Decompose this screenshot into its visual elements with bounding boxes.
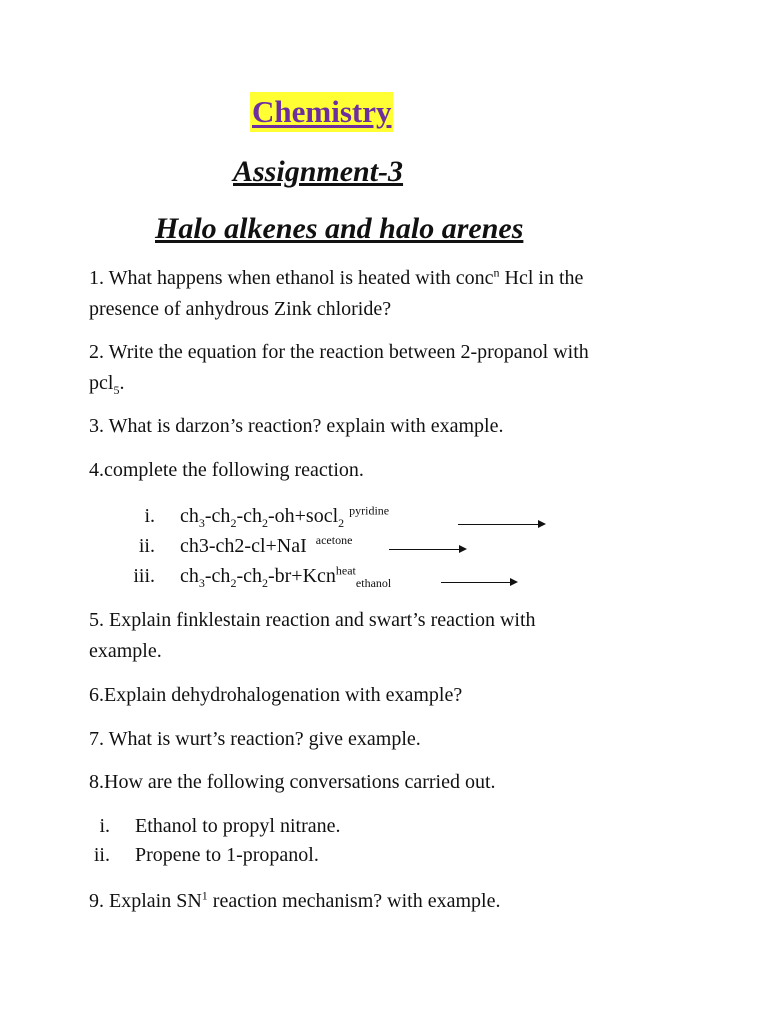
q2-text-b: . — [119, 372, 125, 394]
reaction-1-number: i. — [144, 505, 155, 527]
reaction-3-number: iii. — [133, 565, 155, 587]
reaction-3-formula: $ch_3-ch_2-ch_2-br+Kcn^{heat}_{ethanol}$ — [180, 563, 392, 590]
conversion-1-text: Ethanol to propyl nitrane. — [135, 815, 341, 837]
question-6: 6.Explain dehydrohalogenation with example? — [89, 684, 463, 706]
q1-text-a: 1. What happens when ethanol is heated with conc — [89, 267, 494, 289]
q9-text-b: reaction mechanism? with example. — [207, 890, 501, 912]
q2-text-a: pcl — [89, 372, 114, 394]
question-1-line-1 — [89, 263, 583, 294]
q1-text-b: Hcl in the — [499, 267, 584, 289]
conversion-item-1 — [70, 812, 470, 840]
reaction-item-3 — [115, 562, 615, 590]
q9-superscript: 1 — [201, 888, 208, 903]
reaction-1-formula: $ch_3-ch_2-ch_2-oh+socl_2$ $^{pyridine}$ — [180, 503, 390, 530]
question-2-line-2 — [89, 368, 124, 399]
conversion-2-text: Propene to 1-propanol. — [135, 844, 319, 866]
reaction-2-number: ii. — [138, 535, 155, 557]
reaction-2-formula: ch3-ch2-cl+NaI $^{acetone}$ — [180, 533, 353, 557]
reaction-2-condition: acetone — [315, 533, 353, 548]
reaction-item-2 — [115, 532, 615, 560]
q2-subscript: 5 — [113, 383, 120, 397]
question-7: 7. What is wurt’s reaction? give example. — [89, 728, 421, 750]
question-8: 8.How are the following conversations carried out. — [89, 771, 496, 793]
reaction-3-arrow-icon — [441, 582, 516, 583]
question-3: 3. What is darzon’s reaction? explain with example. — [89, 415, 504, 437]
reaction-1-condition: pyridine — [349, 503, 390, 518]
reaction-3-condition-heat: heat — [335, 563, 356, 578]
reaction-1-arrow-icon — [458, 524, 544, 525]
conversion-1-number: i. — [99, 815, 110, 837]
question-1-line-2: presence of anhydrous Zink chloride? — [89, 298, 392, 320]
question-4: 4.complete the following reaction. — [89, 459, 364, 481]
question-5-line-1: 5. Explain finklestain reaction and swart’s reaction with — [89, 609, 536, 631]
question-9 — [89, 886, 500, 917]
reaction-2-arrow-icon — [389, 549, 465, 550]
question-5-line-2: example. — [89, 640, 162, 662]
question-2-line-1: 2. Write the equation for the reaction between 2-propanol with — [89, 341, 589, 363]
q1-superscript: n — [493, 265, 500, 280]
conversion-2-number: ii. — [93, 844, 110, 866]
q9-text-a: 9. Explain SN — [89, 890, 202, 912]
topic-title: Halo alkenes and halo arenes — [155, 212, 524, 245]
subject-title: Chemistry — [250, 92, 393, 132]
conversion-item-2 — [70, 841, 470, 869]
reaction-3-condition-solvent: ethanol — [355, 576, 392, 590]
assignment-title: Assignment-3 — [233, 155, 404, 188]
